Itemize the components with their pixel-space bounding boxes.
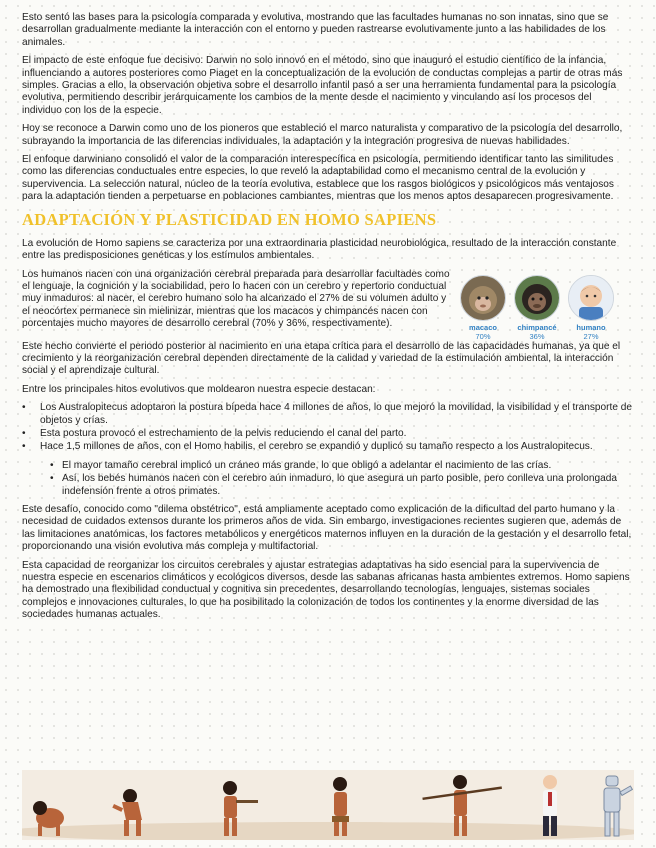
primate-name: chimpancé: [517, 322, 557, 332]
primate-macaque: [460, 275, 506, 341]
brain-development-row: [22, 269, 634, 341]
paragraph-milestones-intro: Entre los principales hitos evolutivos que moldearon nuestra especie destacan:: [22, 383, 376, 395]
list-item: • Esta postura provocó el estrechamiento de la pelvis reduciendo el canal del parto.: [40, 428, 634, 440]
paragraph-critical-period: Este hecho convierte el periodo posterior al nacimiento en una etapa crítica para el desarrollo de las capacidades humanas, ya que el crecimiento y la reorganización cerebral dependen directamente de la calidad y variedad de la estimulación ambiental, la interacción social y el aprendizaje cultural.: [22, 340, 621, 377]
chimpanzee-icon: [514, 275, 560, 321]
human-baby-icon: [568, 275, 614, 321]
section-title: ADAPTACIÓN Y PLASTICIDAD EN HOMO SAPIENS: [22, 209, 437, 229]
primate-name: macaco: [469, 322, 497, 332]
primate-chimpanzee: [514, 275, 560, 341]
primate-percent: 36%: [529, 331, 545, 341]
primate-name: humano: [576, 322, 606, 332]
paragraph-darwin-pioneer: Hoy se reconoce a Darwin como uno de los pioneros que estableció el marco naturalista y comparativo de la psicología del desarrollo, subrayando la importancia de las diferencias individuales, la adaptación y la integración progresiva de nuevas habilidades.: [22, 123, 623, 147]
list-item: • Así, los bebés humanos nacen con el cerebro aún inmaduro, lo que asegura un parto posible, pero conlleva una prolongada indefensión frente a otros primates.: [62, 473, 634, 498]
list-item: • El mayor tamaño cerebral implicó un cráneo más grande, lo que obligó a adelantar el nacimiento de las crías.: [62, 460, 634, 472]
primate-human: [568, 275, 614, 341]
document-page: [22, 12, 634, 628]
primate-comparison: [460, 275, 614, 341]
paragraph-comparative-psychology: Esto sentó las bases para la psicología comparada y evolutiva, mostrando que las facultades humanas no son innatas, sino que se desarrollan gradualmente mediante la interacción con el entorno y pueden rastrearse evolutivamente junto a las habilidades de los animales.: [22, 12, 609, 48]
paragraph-adaptive-capacity: Esta capacidad de reorganizar los circuitos cerebrales y ajustar estrategias adaptativas ha sido esencial para la supervivencia de nuestra especie en escenarios climáticos y ecológicos diversos, desde las sabanas africanas hasta ambientes extremos. Homo sapiens ha demostrado una flexibilidad conductual y cognitiva sin precedentes, desarrollando tecnologías, lenguajes, sistemas sociales complejos e innovaciones culturales, lo que ha posibilitado la colonización de todos los continentes y la enorme diversidad de las sociedades humanas actuales.: [22, 559, 630, 621]
paragraph-brain-development: Los humanos nacen con una organización cerebral preparada para desarrollar facultades como el lenguaje, la cognición y la sociabilidad, pero lo hacen con un cerebro y repertorio conductual muy inmaduros: al nacer, el cerebro humano solo ha alcanzado el 27% de su volumen adulto y el neocórtex permanece sin mielinizar, mientras que los macacos y chimpancés nacen con porcentajes mucho mayores de desarrollo cerebral (70% y 36%, respectivamente).: [22, 268, 450, 330]
macaque-icon: [460, 275, 506, 321]
paragraph-section-intro: La evolución de Homo sapiens se caracteriza por una extraordinaria plasticidad neurobiológica, resultado de la interacción constante entre las predisposiciones genéticas y los estímulos ambientales.: [22, 237, 617, 262]
paragraph-darwin-impact: El impacto de este enfoque fue decisivo: Darwin no solo innovó en el método, sino que inauguró el estudio científico de la infancia, influenciando a autores posteriores como Piaget en la conceptualización de la evolución de conductas complejas a partir de otras más simples. Gracias a ello, la observación objetiva sobre el desarrollo infantil pasó a ser una herramienta fundamental para la psicología evolutiva, permitiendo describir jerárquicamente los cambios de la mente desde el nacimiento y vinculando así los procesos del individuo con los de la especie.: [22, 55, 623, 116]
paragraph-obstetric-dilemma: Este desafío, conocido como "dilema obstétrico", está ampliamente aceptado como explicación de la dificultad del parto humano y la necesidad de cuidados extensos durante los primeros años de vida. Sin embargo, investigaciones recientes sugieren que, además de las limitaciones anatómicas, los factores metabólicos y energéticos maternos influyen en la duración de la gestación y el desarrollo fetal, proporcionando una visión evolutiva más compleja y multifactorial.: [22, 503, 632, 553]
human-evolution-illustration: [22, 770, 634, 840]
sub-milestones-list: [22, 460, 634, 498]
paragraph-darwinian-approach: El enfoque darwiniano consolidó el valor de la comparación interespecífica en psicología, permitiendo identificar tanto las similitudes como las diferencias conductuales entre especies, lo que reveló la adaptabilidad como el mecanismo central de la evolución y supervivencia. La selección natural, núcleo de la teoría evolutiva, establece que los rasgos biológicos y psicológicos más ventajosos para la adaptación tienden a perpetuarse en poblaciones cambiantes, mientras que los menos aptos desaparecen progresivamente.: [22, 154, 614, 203]
primate-percent: 70%: [475, 331, 491, 341]
list-item: • Hace 1,5 millones de años, con el Homo habilis, el cerebro se expandió y duplicó su tamaño respecto a los Australopitecus.: [40, 441, 634, 453]
milestones-list: [22, 402, 634, 454]
primate-percent: 27%: [583, 331, 599, 341]
list-item: • Los Australopitecus adoptaron la postura bípeda hace 4 millones de años, lo que mejoró la movilidad, la visibilidad y el transporte de objetos y crías.: [40, 402, 634, 427]
